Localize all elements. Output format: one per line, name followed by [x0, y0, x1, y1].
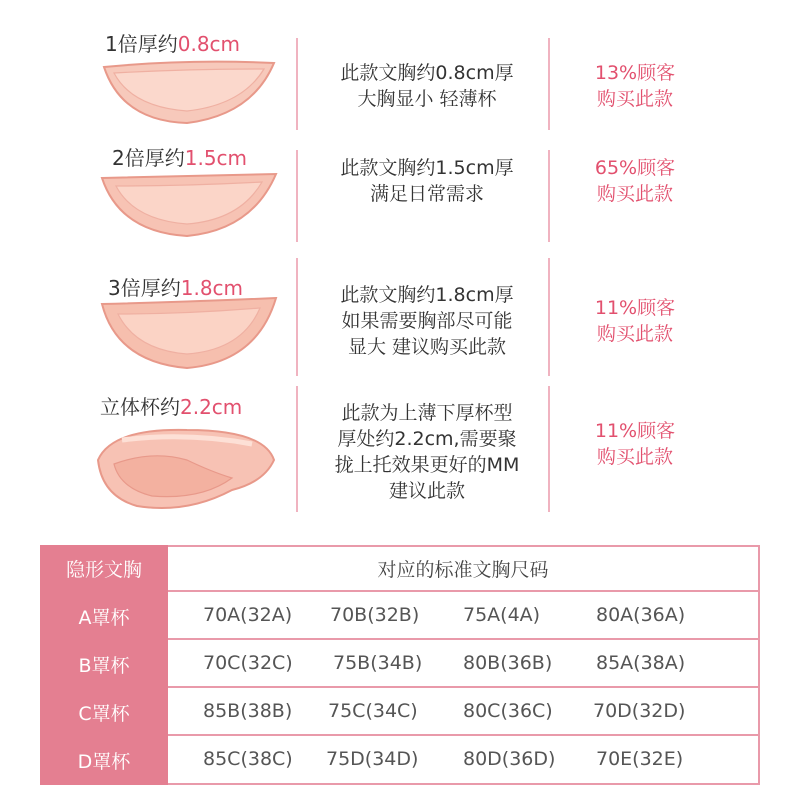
divider: [296, 38, 298, 130]
size-cell: 75D(34D): [326, 748, 419, 770]
cup-thickness: 2.2cm: [180, 395, 243, 419]
customer-percent: [560, 60, 710, 112]
cup-label: A罩杯: [78, 606, 130, 629]
desc-line: 显大 建议购买此款: [347, 336, 507, 358]
cup-label-column: [40, 592, 168, 785]
cup-thickness: 0.8cm: [177, 32, 241, 56]
pct-line: 13%顾客: [594, 62, 676, 84]
desc-line: 此款为上薄下厚杯型: [341, 402, 513, 424]
cup-description: [312, 60, 542, 112]
cup-image-thin: [92, 55, 282, 135]
desc-line: 满足日常需求: [369, 183, 484, 205]
pct-line: 购买此款: [596, 446, 673, 468]
pct-line: 11%顾客: [594, 297, 676, 319]
desc-line: 拢上托效果更好的MM: [334, 454, 520, 476]
table-row: [168, 736, 760, 785]
cup-title-label: 3倍厚约: [108, 276, 181, 300]
cup-title-label: 立体杯约: [100, 395, 180, 419]
cup-label: C罩杯: [78, 702, 130, 725]
customer-percent: [560, 295, 710, 347]
cup-title-label: 2倍厚约: [112, 146, 185, 170]
size-cell: 70B(32B): [330, 604, 420, 626]
desc-line: 此款文胸约1.5cm厚: [340, 157, 514, 179]
pct-line: 65%顾客: [594, 157, 676, 179]
size-cell: 75C(34C): [328, 700, 418, 722]
size-cell: 75A(4A): [463, 604, 541, 626]
size-cell: 70E(32E): [596, 748, 684, 770]
cup-title-label: 1倍厚约: [105, 32, 178, 56]
pct-line: 购买此款: [596, 323, 673, 345]
desc-line: 大胸显小 轻薄杯: [357, 88, 497, 110]
divider: [548, 150, 550, 242]
cup-label: B罩杯: [78, 654, 130, 677]
size-cell: 80A(36A): [596, 604, 686, 626]
size-table: [40, 545, 760, 785]
cup-thickness: 1.5cm: [184, 146, 248, 170]
size-cell: 70A(32A): [203, 604, 293, 626]
divider: [296, 150, 298, 242]
desc-line: 此款文胸约1.8cm厚: [340, 284, 514, 306]
cup-image-thick: [92, 292, 282, 374]
cup-label: D罩杯: [77, 750, 131, 773]
size-cell: 80B(36B): [463, 652, 553, 674]
cup-image-3d: [92, 420, 282, 515]
pct-line: 购买此款: [596, 183, 673, 205]
cup-description: [312, 400, 542, 504]
cup-description: [312, 155, 542, 207]
size-cell: 85A(38A): [596, 652, 686, 674]
desc-line: 建议此款: [388, 480, 465, 502]
cup-title: [112, 142, 247, 171]
customer-percent: [560, 155, 710, 207]
divider: [296, 386, 298, 512]
cup-title: [100, 391, 242, 420]
size-cell: 75B(34B): [333, 652, 423, 674]
table-row: [168, 688, 760, 736]
divider: [296, 258, 298, 376]
size-cell: 80C(36C): [463, 700, 553, 722]
table-header-right: 对应的标准文胸尺码: [168, 545, 760, 592]
cup-image-medium: [92, 168, 282, 248]
size-cell: 70D(32D): [593, 700, 686, 722]
divider: [548, 258, 550, 376]
divider: [548, 386, 550, 512]
divider: [548, 38, 550, 130]
cup-title: [105, 28, 240, 57]
pct-line: 购买此款: [596, 88, 673, 110]
size-cell: 85B(38B): [203, 700, 293, 722]
desc-line: 如果需要胸部尽可能: [341, 310, 513, 332]
desc-line: 厚处约2.2cm,需要聚: [337, 428, 517, 450]
table-row: [168, 592, 760, 640]
cup-thickness: 1.8cm: [180, 276, 244, 300]
size-cell: 80D(36D): [463, 748, 556, 770]
customer-percent: [560, 418, 710, 470]
desc-line: 此款文胸约0.8cm厚: [340, 62, 514, 84]
table-header-left: 隐形文胸: [40, 545, 168, 592]
size-cell: 70C(32C): [203, 652, 293, 674]
cup-description: [312, 282, 542, 360]
pct-line: 11%顾客: [594, 420, 676, 442]
size-cell: 85C(38C): [203, 748, 293, 770]
table-row: [168, 640, 760, 688]
